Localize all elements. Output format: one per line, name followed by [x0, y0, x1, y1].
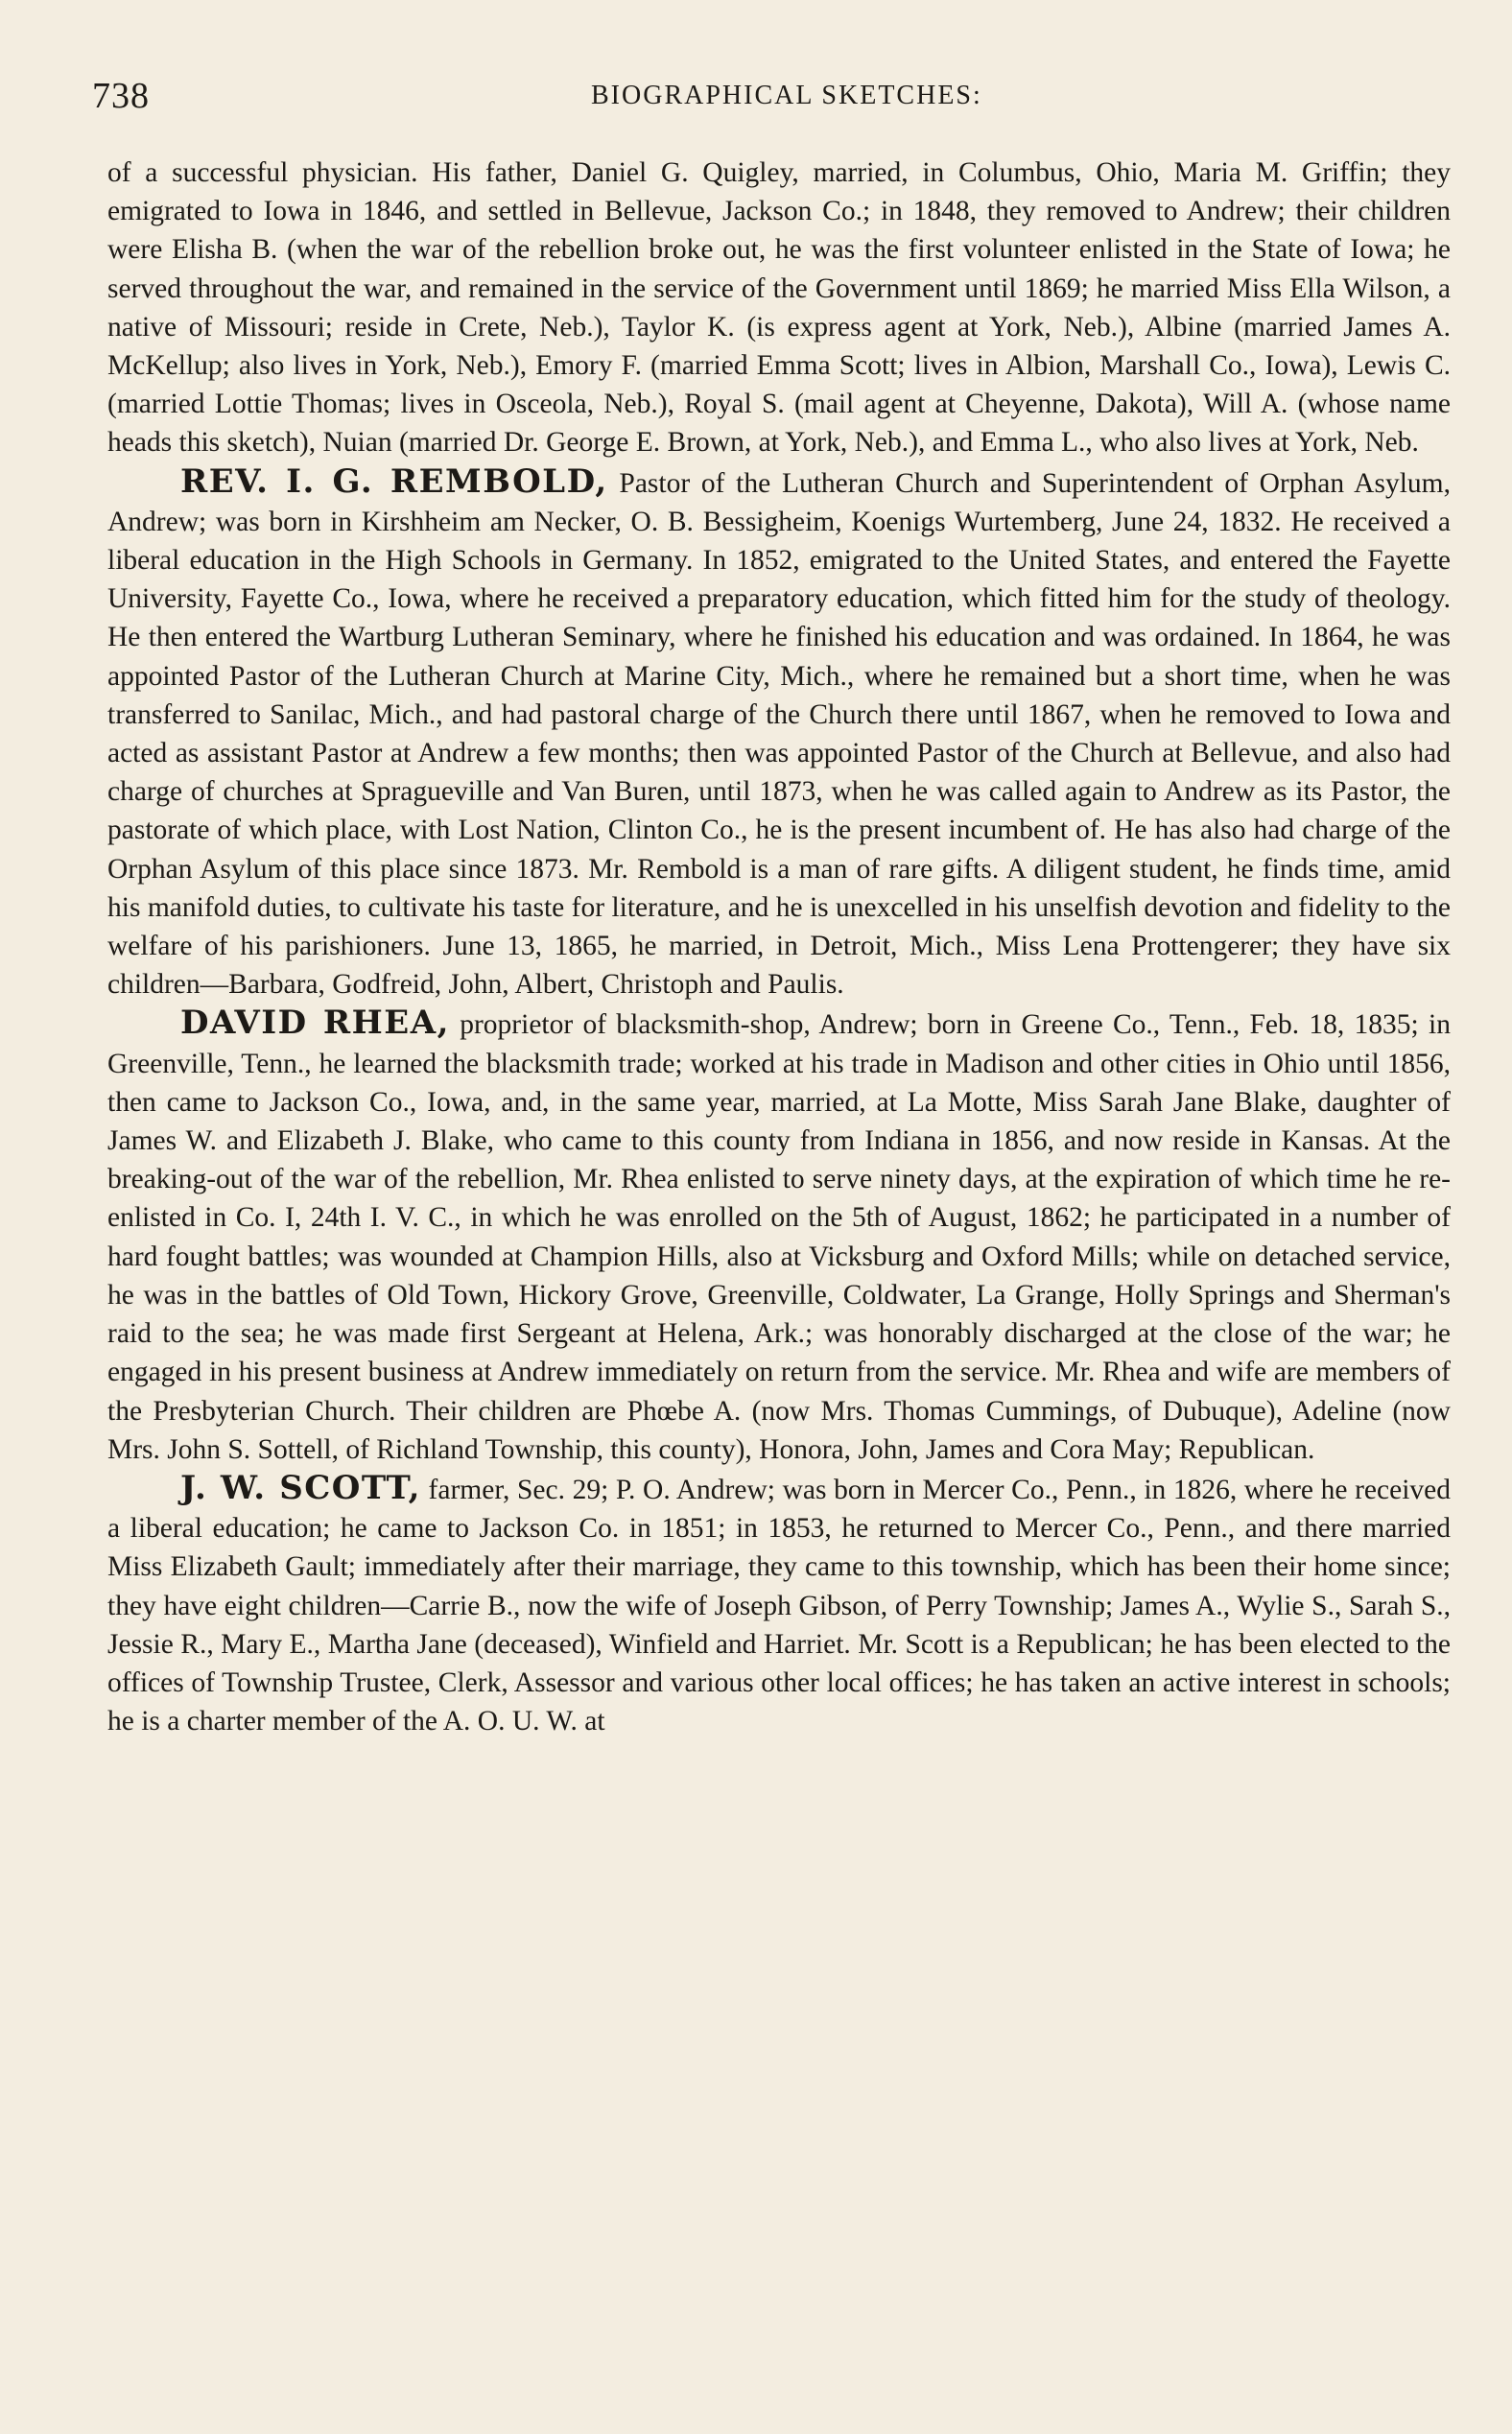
- entry-text: proprietor of blacksmith-shop, Andrew; born in Greene Co., Tenn., Feb. 18, 1835; in Greenville, Tenn., he learned the blacksmith trade; worked at his trade in Madison and other cities in Ohio until 1856, then came to Jackson Co., Iowa, and, in the same year, married, at La Motte, Miss Sarah Jane Blake, daughter of James W. and Elizabeth J. Blake, who came to this county from Indiana in 1856, and now reside in Kansas. At the breaking-out of the war of the rebellion, Mr. Rhea enlisted to serve ninety days, at the expiration of which time he re-enlisted in Co. I, 24th I. V. C., in which he was enrolled on the 5th of August, 1862; he participated in a number of hard fought battles; was wounded at Champion Hills, also at Vicksburg and Oxford Mills; while on detached service, he was in the battles of Old Town, Hickory Grove, Greenville, Coldwater, La Grange, Holly Springs and Sherman's raid to the sea; he was made first Sergeant at Helena, Ark.; was honorably discharged at the close of the war; he engaged in his present business at Andrew immediately on return from the service. Mr. Rhea and wife are members of the Presbyterian Church. Their children are Phœbe A. (now Mrs. Thomas Cummings, of Dubuque), Adeline (now Mrs. John S. Sottell, of Richland Township, this county), Honora, John, James and Cora May; Republican.: [107, 1009, 1451, 1465]
- body-text: [107, 154, 1451, 1740]
- running-head: [92, 75, 1454, 123]
- entry-scott: [107, 1469, 1451, 1740]
- page-number: 738: [92, 76, 150, 116]
- paragraph-text: of a successful physician. His father, Daniel G. Quigley, married, in Columbus, Ohio, Maria M. Griffin; they emigrated to Iowa in 1846, and settled in Bellevue, Jackson Co.; in 1848, they removed to Andrew; their children were Elisha B. (when the war of the rebellion broke out, he was the first volunteer enlisted in the State of Iowa; he served throughout the war, and remained in the service of the Government until 1869; he married Miss Ella Wilson, a native of Missouri; reside in Crete, Neb.), Taylor K. (is express agent at York, Neb.), Albine (married James A. McKellup; also lives in York, Neb.), Emory F. (married Emma Scott; lives in Albion, Marshall Co., Iowa), Lewis C. (married Lottie Thomas; lives in Osceola, Neb.), Royal S. (mail agent at Cheyenne, Dakota), Will A. (whose name heads this sketch), Nuian (married Dr. George E. Brown, at York, Neb.), and Emma L., who also lives at York, Neb.: [107, 157, 1451, 459]
- entry-text: Pastor of the Lutheran Church and Superintendent of Orphan Asylum, Andrew; was born in Kirshheim am Necker, O. B. Bessigheim, Koenigs Wurtemberg, June 24, 1832. He received a liberal education in the High Schools in Germany. In 1852, emigrated to the United States, and entered the Fayette University, Fayette Co., Iowa, where he received a preparatory education, which fitted him for the study of theology. He then entered the Wartburg Lutheran Seminary, where he finished his education and was ordained. In 1864, he was appointed Pastor of the Lutheran Church at Marine City, Mich., where he remained but a short time, when he was transferred to Sanilac, Mich., and had pastoral charge of the Church there until 1867, when he removed to Iowa and acted as assistant Pastor at Andrew a few months; then was appointed Pastor of the Church at Bellevue, and also had charge of churches at Spragueville and Van Buren, until 1873, when he was called again to Andrew as its Pastor, the pastorate of which place, with Lost Nation, Clinton Co., he is the present incumbent of. He has also had charge of the Orphan Asylum of this place since 1873. Mr. Rembold is a man of rare gifts. A diligent student, he finds time, amid his manifold duties, to cultivate his taste for literature, and he is unexcelled in his unselfish devotion and fidelity to the welfare of his parishioners. June 13, 1865, he married, in Detroit, Mich., Miss Lena Prottengerer; they have six children—Barbara, Godfreid, John, Albert, Christoph and Paulis.: [107, 467, 1451, 1001]
- paragraph-quigley-continuation: [107, 154, 1451, 462]
- entry-name: DAVID RHEA,: [180, 1004, 450, 1043]
- entry-text: farmer, Sec. 29; P. O. Andrew; was born in Mercer Co., Penn., in 1826, where he received a liberal education; he came to Jackson Co. in 1851; in 1853, he returned to Mercer Co., Penn., and there married Miss Elizabeth Gault; immediately after their marriage, they came to this township, which has been their home since; they have eight children—Carrie B., now the wife of Joseph Gibson, of Perry Township; James A., Wylie S., Sarah S., Jessie R., Mary E., Martha Jane (deceased), Winfield and Harriet. Mr. Scott is a Republican; he has been elected to the offices of Township Trustee, Clerk, Assessor and various other local offices; he has taken an active interest in schools; he is a charter member of the A. O. U. W. at: [107, 1474, 1451, 1737]
- running-title: BIOGRAPHICAL SKETCHES:: [591, 81, 982, 110]
- entry-rhea: [107, 1004, 1451, 1468]
- entry-name: REV. I. G. REMBOLD,: [180, 461, 608, 501]
- entry-rembold: [107, 462, 1451, 1004]
- entry-name: J. W. SCOTT,: [180, 1468, 421, 1507]
